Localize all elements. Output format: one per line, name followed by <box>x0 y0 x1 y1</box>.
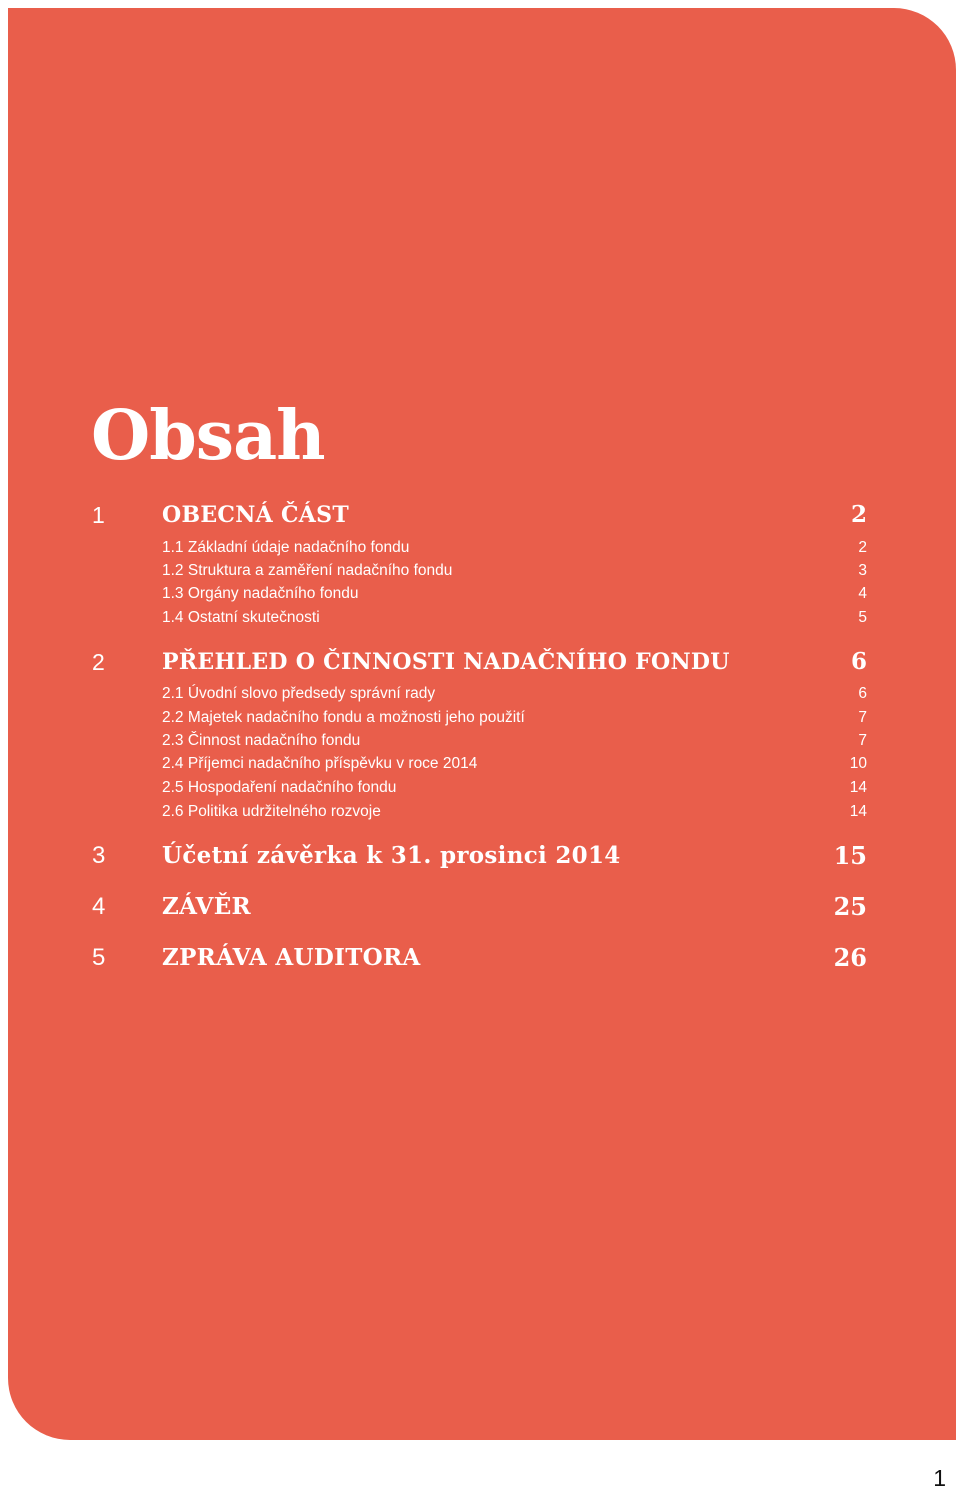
item-page: 3 <box>858 562 867 579</box>
item-page: 5 <box>858 609 867 626</box>
toc-item-2-4[interactable] <box>0 752 960 776</box>
toc-item-1-4[interactable] <box>0 606 960 630</box>
item-page: 7 <box>858 732 867 749</box>
section-number: 4 <box>92 893 106 920</box>
section-title: PŘEHLED O ČINNOSTI NADAČNÍHO FONDU <box>162 649 730 675</box>
toc-section-2[interactable] <box>0 645 960 679</box>
item-page: 10 <box>849 755 867 772</box>
section-number: 5 <box>92 944 106 971</box>
item-title: 2.6 Politika udržitelného rozvoje <box>162 803 381 820</box>
toc-section-1[interactable] <box>0 498 960 532</box>
item-page: 6 <box>858 685 867 702</box>
section-number: 3 <box>92 842 106 869</box>
item-title: 1.4 Ostatní skutečnosti <box>162 609 320 626</box>
item-title: 2.1 Úvodní slovo předsedy správní rady <box>162 685 436 702</box>
section-page: 6 <box>850 648 867 675</box>
toc-item-2-6[interactable] <box>0 800 960 824</box>
item-title: 2.5 Hospodaření nadačního fondu <box>162 779 397 796</box>
section-page: 2 <box>850 501 867 528</box>
section-number: 2 <box>92 649 105 675</box>
item-page: 14 <box>849 803 867 820</box>
item-page: 2 <box>858 539 867 556</box>
item-page: 14 <box>849 779 867 796</box>
toc-section-5[interactable] <box>0 941 960 975</box>
section-page: 26 <box>833 943 867 972</box>
toc-item-1-1[interactable] <box>0 536 960 560</box>
item-title: 1.3 Orgány nadačního fondu <box>162 585 359 602</box>
toc-item-1-3[interactable] <box>0 582 960 606</box>
toc-item-2-5[interactable] <box>0 776 960 800</box>
toc-item-2-3[interactable] <box>0 729 960 753</box>
toc-item-2-2[interactable] <box>0 706 960 730</box>
item-page: 4 <box>858 585 867 602</box>
item-title: 1.2 Struktura a zaměření nadačního fondu <box>162 562 453 579</box>
toc-section-4[interactable] <box>0 890 960 924</box>
section-title: Účetní závěrka k 31. prosinci 2014 <box>162 842 621 869</box>
toc-section-3[interactable] <box>0 839 960 873</box>
toc-item-2-1[interactable] <box>0 682 960 706</box>
section-title: ZÁVĚR <box>162 893 251 920</box>
page-title: Obsah <box>91 396 325 476</box>
item-title: 1.1 Základní údaje nadačního fondu <box>162 539 410 556</box>
section-title: ZPRÁVA AUDITORA <box>162 944 421 971</box>
section-page: 25 <box>833 892 867 921</box>
item-title: 2.2 Majetek nadačního fondu a možnosti jeho použití <box>162 709 525 726</box>
page-number: 1 <box>933 1465 946 1491</box>
item-title: 2.4 Příjemci nadačního příspěvku v roce 2014 <box>162 755 478 772</box>
item-title: 2.3 Činnost nadačního fondu <box>162 732 361 749</box>
section-number: 1 <box>92 502 105 528</box>
section-page: 15 <box>833 841 867 870</box>
section-title: OBECNÁ ČÁST <box>162 502 350 528</box>
toc-item-1-2[interactable] <box>0 559 960 583</box>
item-page: 7 <box>858 709 867 726</box>
